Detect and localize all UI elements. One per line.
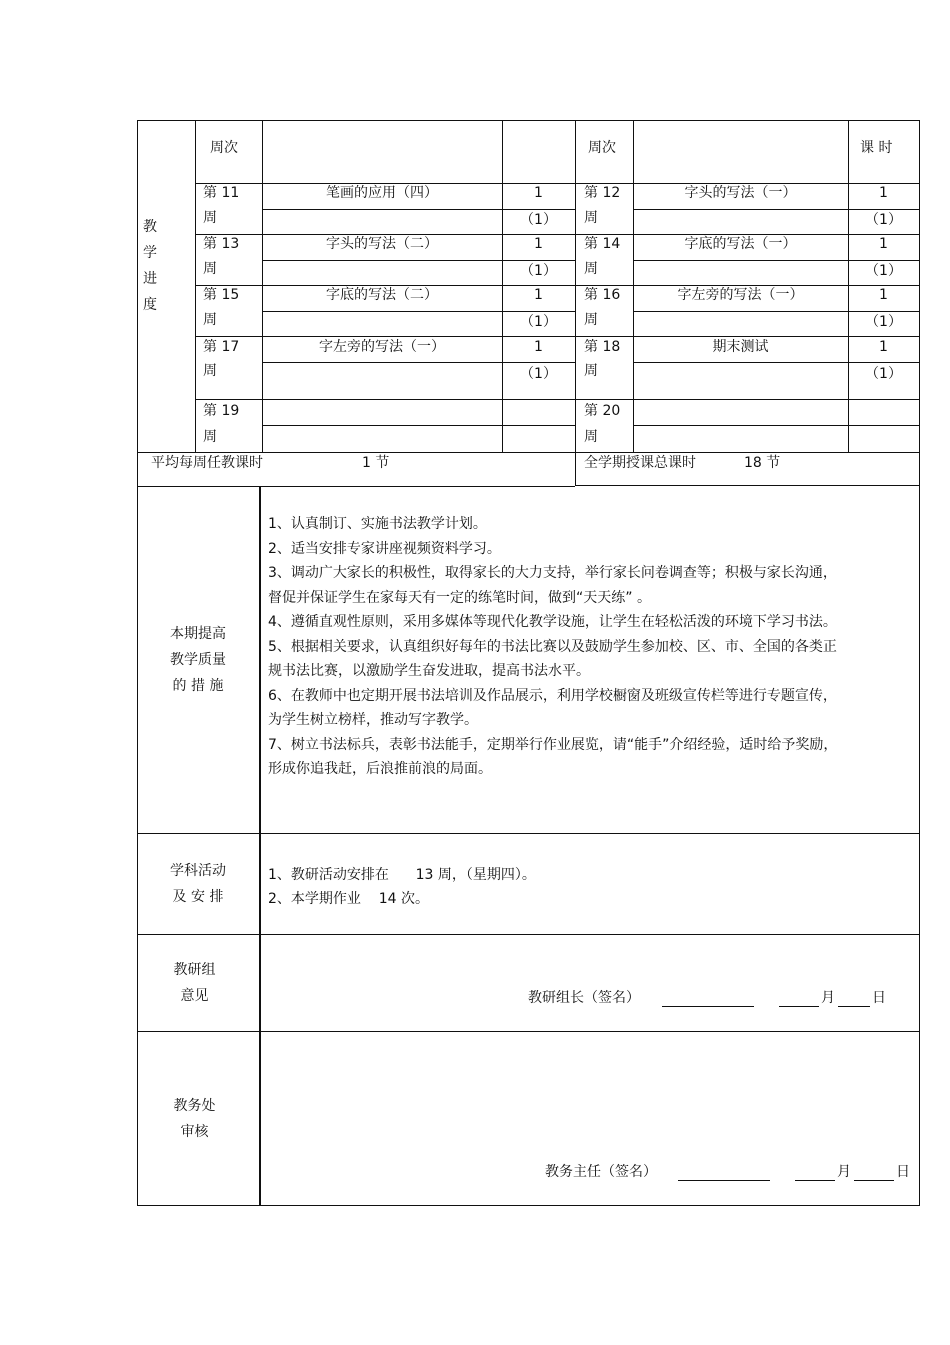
lesson-topic: 字左旁的写法（一） bbox=[319, 339, 445, 355]
lesson-hours-note: （1） bbox=[865, 314, 902, 330]
measures-label-line: 的 措 施 bbox=[172, 678, 224, 694]
header-week-right: 周次 bbox=[588, 140, 616, 156]
activities-label-line: 学科活动 bbox=[170, 863, 226, 879]
measures-list bbox=[268, 512, 846, 782]
activity-item: 1、教研活动安排在 13 周，（星期四）。 bbox=[268, 867, 536, 883]
academic-office-day-line[interactable] bbox=[854, 1180, 894, 1181]
lesson-hours: 1 bbox=[534, 287, 543, 303]
lesson-hours-note: （1） bbox=[520, 366, 557, 382]
header-hours-right: 课 时 bbox=[860, 140, 893, 156]
academic-office-signature-line[interactable] bbox=[678, 1180, 770, 1181]
section-label-char: 学 bbox=[143, 245, 157, 261]
measure-item: 4、遵循直观性原则，采用多媒体等现代化教学设施，让学生在轻松活泼的环境下学习书法。 bbox=[268, 614, 837, 630]
research-group-day-label: 日 bbox=[872, 990, 886, 1006]
measure-item: 3、调动广大家长的积极性，取得家长的大力支持，举行家长问卷调查等；积极与家长沟通，督促并保证学生在家每天有一定的练笔时间，做到“天天练” 。 bbox=[268, 565, 837, 606]
academic-office-month-label: 月 bbox=[837, 1164, 851, 1180]
week-number: 第 15 bbox=[203, 287, 240, 303]
lesson-topic: 字底的写法（二） bbox=[326, 287, 438, 303]
week-unit: 周 bbox=[203, 312, 217, 328]
week-number: 第 20 bbox=[584, 403, 621, 419]
academic-office-sign-label: 教务主任（签名） bbox=[545, 1164, 657, 1180]
week-unit: 周 bbox=[203, 363, 217, 379]
section-label-char: 度 bbox=[143, 297, 157, 313]
measures-label-line: 本期提高 bbox=[170, 626, 226, 642]
academic-office-month-line[interactable] bbox=[795, 1180, 835, 1181]
lesson-topic: 字底的写法（一） bbox=[684, 236, 797, 252]
lesson-hours: 1 bbox=[534, 236, 543, 252]
week-unit: 周 bbox=[584, 429, 598, 445]
week-number: 第 13 bbox=[203, 236, 240, 252]
lesson-topic: 字头的写法（一） bbox=[684, 185, 797, 201]
avg-weekly-hours-value: 1 节 bbox=[362, 455, 390, 471]
academic-office-label-line: 教务处 bbox=[173, 1098, 216, 1114]
lesson-hours-note: （1） bbox=[520, 263, 557, 279]
lesson-hours: 1 bbox=[879, 287, 888, 303]
week-number: 第 17 bbox=[203, 339, 240, 355]
research-group-label-line: 意见 bbox=[180, 988, 209, 1004]
lesson-hours: 1 bbox=[534, 339, 543, 355]
week-unit: 周 bbox=[584, 210, 598, 226]
research-group-label-line: 教研组 bbox=[173, 962, 216, 978]
week-unit: 周 bbox=[203, 429, 217, 445]
week-number: 第 19 bbox=[203, 403, 240, 419]
academic-office-day-label: 日 bbox=[896, 1164, 910, 1180]
lesson-topic: 期末测试 bbox=[712, 339, 769, 355]
measure-item: 6、在教师中也定期开展书法培训及作品展示，利用学校橱窗及班级宣传栏等进行专题宣传，为学生树立榜样，推动写字教学。 bbox=[268, 687, 837, 728]
lesson-hours: 1 bbox=[879, 185, 888, 201]
lesson-hours: 1 bbox=[879, 236, 888, 252]
lesson-hours: 1 bbox=[879, 339, 888, 355]
lesson-topic: 字左旁的写法（一） bbox=[677, 287, 804, 303]
total-term-hours-label: 全学期授课总课时 bbox=[584, 455, 696, 471]
week-number: 第 11 bbox=[203, 185, 240, 201]
week-unit: 周 bbox=[203, 261, 217, 277]
section-label-char: 教 bbox=[143, 219, 157, 235]
header-week-left: 周次 bbox=[210, 140, 238, 156]
measure-item: 1、认真制订、实施书法教学计划。 bbox=[268, 516, 487, 532]
total-term-hours-value: 18 节 bbox=[744, 455, 781, 471]
activity-item: 2、本学期作业 14 次。 bbox=[268, 891, 429, 907]
measure-item: 7、树立书法标兵，表彰书法能手，定期举行作业展览，请“能手”介绍经验，适时给予奖励，形成你追我赶，后浪推前浪的局面。 bbox=[268, 736, 838, 777]
research-group-month-line[interactable] bbox=[779, 1006, 819, 1007]
week-unit: 周 bbox=[584, 363, 598, 379]
lesson-hours-note: （1） bbox=[520, 212, 557, 228]
week-number: 第 14 bbox=[584, 236, 621, 252]
research-group-sign-label: 教研组长（签名） bbox=[528, 990, 640, 1006]
lesson-topic: 字头的写法（二） bbox=[326, 236, 438, 252]
measure-item: 2、适当安排专家讲座视频资料学习。 bbox=[268, 540, 501, 557]
week-unit: 周 bbox=[203, 210, 217, 226]
activities-label-line: 及 安 排 bbox=[172, 889, 224, 905]
section-label-char: 进 bbox=[143, 271, 157, 287]
measures-label-line: 教学质量 bbox=[170, 652, 226, 668]
research-group-month-label: 月 bbox=[821, 990, 835, 1006]
lesson-hours-note: （1） bbox=[520, 314, 557, 330]
avg-weekly-hours-label: 平均每周任教课时 bbox=[151, 455, 263, 471]
week-number: 第 18 bbox=[584, 339, 621, 355]
lesson-hours-note: （1） bbox=[865, 263, 902, 279]
lesson-hours: 1 bbox=[534, 185, 543, 201]
week-unit: 周 bbox=[584, 312, 598, 328]
academic-office-label-line: 审核 bbox=[180, 1124, 209, 1140]
lesson-hours-note: （1） bbox=[865, 212, 902, 228]
lesson-topic: 笔画的应用（四） bbox=[326, 185, 438, 201]
week-unit: 周 bbox=[584, 261, 598, 277]
research-group-day-line[interactable] bbox=[838, 1006, 870, 1007]
research-group-signature-line[interactable] bbox=[662, 1006, 754, 1007]
lesson-hours-note: （1） bbox=[865, 366, 902, 382]
measure-item: 5、根据相关要求，认真组织好每年的书法比赛以及鼓励学生参加校、区、市、全国的各类正规书法比赛，以激励学生奋发进取，提高书法水平。 bbox=[268, 638, 837, 679]
week-number: 第 12 bbox=[584, 185, 621, 201]
week-number: 第 16 bbox=[584, 287, 621, 303]
